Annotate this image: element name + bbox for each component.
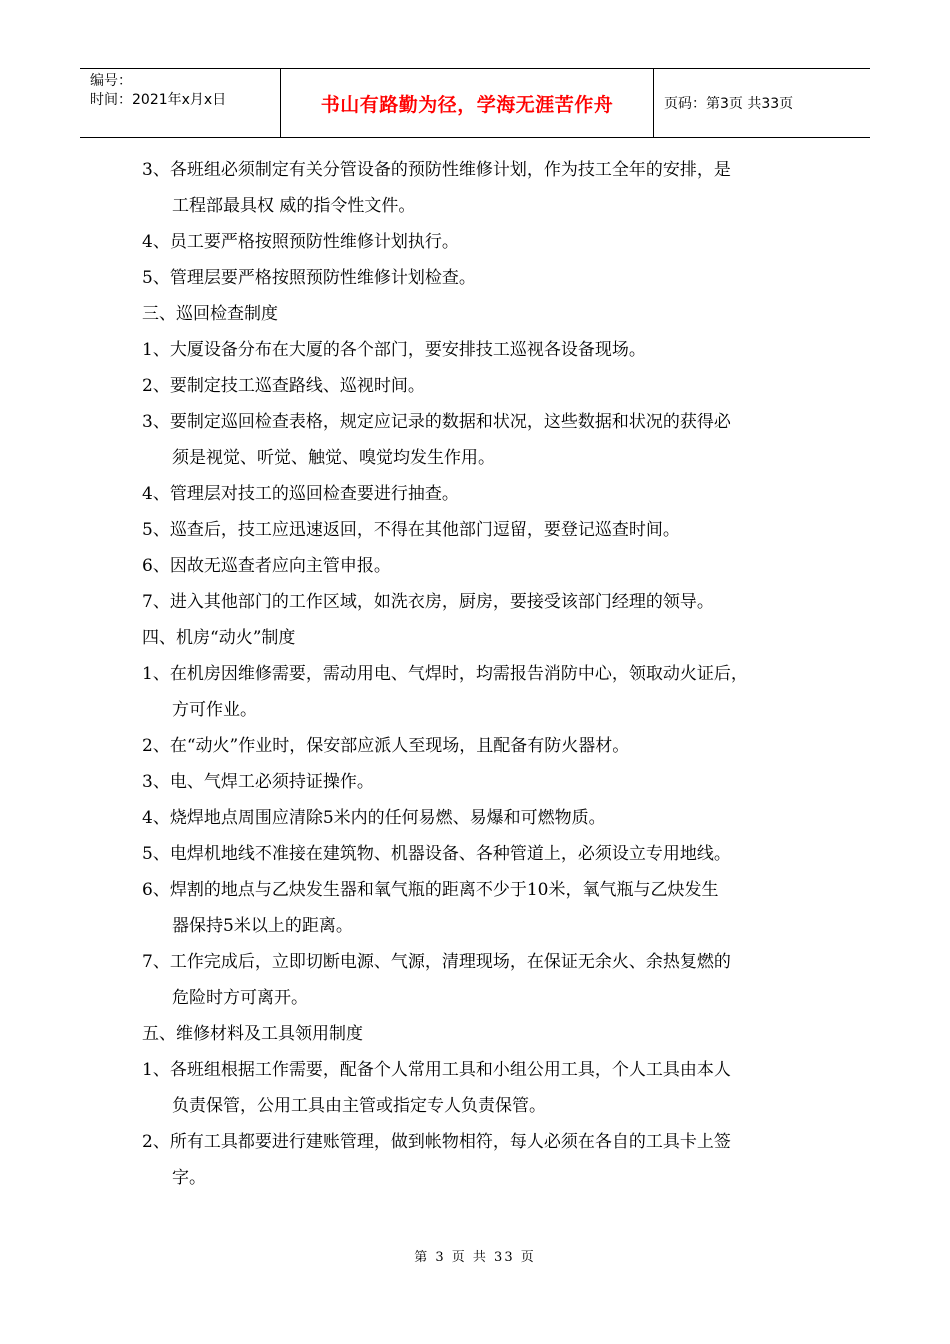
text-line: 4、烧焊地点周围应清除5米内的任何易燃、易爆和可燃物质。 [142,808,606,828]
text-line: 三、巡回检查制度 [142,304,278,324]
text-line: 2、在“动火”作业时，保安部应派人至现场，且配备有防火器材。 [142,736,630,756]
document-body [142,152,832,1196]
text-line: 四、机房“动火”制度 [142,628,296,648]
text-line: 5、电焊机地线不准接在建筑物、机器设备、各种管道上，必须设立专用地线。 [142,844,731,864]
text-line: 危险时方可离开。 [172,988,308,1008]
text-line: 3、电、气焊工必须持证操作。 [142,772,374,792]
text-line: 4、管理层对技工的巡回检查要进行抽查。 [142,484,459,504]
header-meta [80,69,281,137]
text-line: 2、要制定技工巡查路线、巡视时间。 [142,376,425,396]
header-page-info: 页码：第3页 共33页 [664,96,794,112]
text-line: 工程部最具权 威的指令性文件。 [172,196,416,216]
text-line: 7、工作完成后，立即切断电源、气源，清理现场，在保证无余火、余热复燃的 [142,952,731,972]
text-line: 器保持5米以上的距离。 [172,916,353,936]
text-line: 1、各班组根据工作需要，配备个人常用工具和小组公用工具，个人工具由本人 [142,1060,731,1080]
doc-date-label: 时间：2021年x月x日 [90,92,227,108]
text-line: 1、在机房因维修需要，需动用电、气焊时，均需报告消防中心，领取动火证后， [142,664,748,684]
text-line: 1、大厦设备分布在大厦的各个部门，要安排技工巡视各设备现场。 [142,340,646,360]
text-line: 5、管理层要严格按照预防性维修计划检查。 [142,268,476,288]
text-line: 2、所有工具都要进行建账管理，做到帐物相符，每人必须在各自的工具卡上签 [142,1132,731,1152]
page-header [80,68,870,138]
text-line: 6、因故无巡查者应向主管申报。 [142,556,391,576]
text-line: 须是视觉、听觉、触觉、嗅觉均发生作用。 [172,448,495,468]
text-line: 负责保管，公用工具由主管或指定专人负责保管。 [172,1096,546,1116]
text-line: 3、要制定巡回检查表格，规定应记录的数据和状况，这些数据和状况的获得必 [142,412,731,432]
text-line: 5、巡查后，技工应迅速返回，不得在其他部门逗留，要登记巡查时间。 [142,520,680,540]
page-footer: 第 3 页 共 33 页 [414,1250,536,1265]
header-motto: 书山有路勤为径，学海无涯苦作舟 [281,69,654,137]
text-line: 6、焊割的地点与乙炔发生器和氧气瓶的距离不少于10米，氧气瓶与乙炔发生 [142,880,719,900]
text-line: 4、员工要严格按照预防性维修计划执行。 [142,232,459,252]
text-line: 方可作业。 [172,700,257,720]
text-line: 7、进入其他部门的工作区域，如洗衣房，厨房，要接受该部门经理的领导。 [142,592,714,612]
text-line: 3、各班组必须制定有关分管设备的预防性维修计划，作为技工全年的安排，是 [142,160,731,180]
text-line: 五、维修材料及工具领用制度 [142,1024,363,1044]
text-line: 字。 [172,1168,206,1188]
doc-number-label: 编号： [90,73,132,89]
